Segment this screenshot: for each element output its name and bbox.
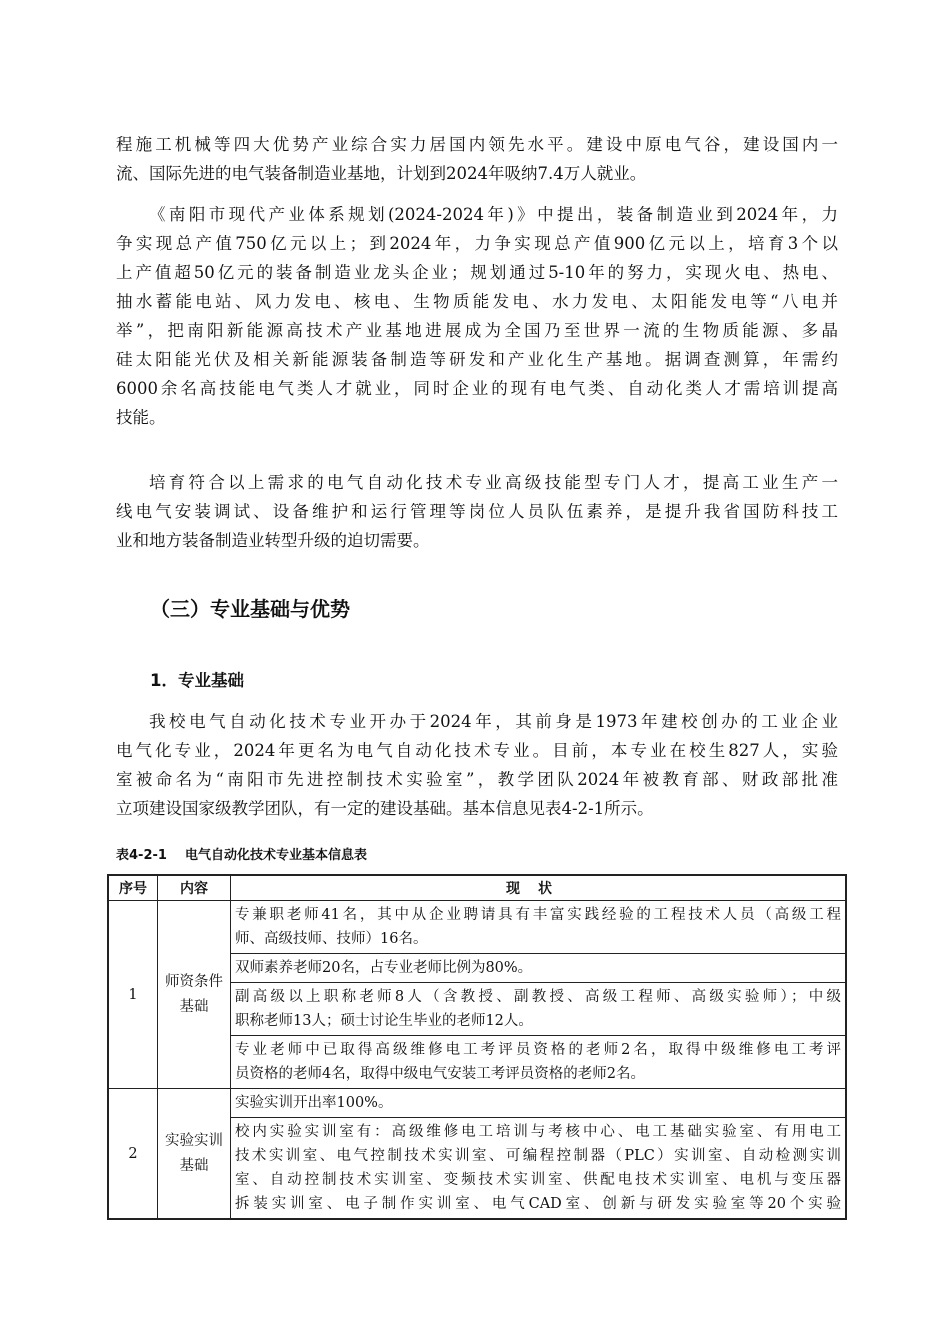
row-number: 2 — [108, 1089, 158, 1220]
text-line: 争实现总产值750亿元以上；到2024年，力争实现总产值900亿元以上，培育3个以 — [116, 234, 838, 253]
text-line: 师、高级技师、技师）16名。 — [235, 931, 428, 947]
paragraph-industry-strength — [116, 130, 838, 188]
subsection-heading: 1．专业基础 — [150, 671, 244, 690]
text-line: 室、自动控制技术实训室、变频技术实训室、供配电技术实训室、电机与变压器 — [235, 1172, 841, 1188]
text-line: 举”，把南阳新能源高技术产业基地进展成为全国乃至世界一流的生物质能源、多晶 — [116, 321, 838, 340]
text-line: 6000余名高技能电气类人才就业，同时企业的现有电气类、自动化类人才需培训提高 — [116, 379, 838, 398]
row-item — [231, 1089, 847, 1118]
table-header-row — [108, 875, 846, 901]
text-line: 实验实训开出率100%。 — [235, 1095, 393, 1111]
text-line: 技术实训室、电气控制技术实训室、可编程控制器（PLC）实训室、自动检测实训 — [235, 1148, 841, 1164]
table-title: 电气自动化技术专业基本信息表 — [184, 848, 367, 863]
text-line: 《南阳市现代产业体系规划(2024-2024年)》中提出，装备制造业到2024年，力 — [149, 205, 838, 224]
text-line: 校内实验实训室有：高级维修电工培训与考核中心、电工基础实验室、有用电工 — [235, 1124, 841, 1140]
text-line: 硅太阳能光伏及相关新能源装备制造等研发和产业化生产基地。据调查测算，年需约 — [116, 350, 838, 369]
row-category: 师资条件基础 — [158, 901, 231, 1089]
row-item — [231, 1118, 847, 1220]
header-no: 序号 — [108, 875, 158, 901]
text-line: 室被命名为“南阳市先进控制技术实验室”，教学团队2024年被教育部、财政部批准 — [116, 770, 838, 789]
text-line: 我校电气自动化技术专业开办于2024年，其前身是1973年建校创办的工业企业 — [149, 712, 838, 731]
paragraph-planning — [116, 200, 838, 432]
table-row — [108, 901, 846, 954]
text-line: 双师素养老师20名，占专业老师比例为80%。 — [235, 960, 533, 976]
row-item — [231, 1036, 847, 1089]
text-line: 员资格的老师4名，取得中级电气安装工考评员资格的老师2名。 — [235, 1066, 645, 1082]
text-line: 专兼职老师41名，其中从企业聘请具有丰富实践经验的工程技术人员（高级工程 — [235, 907, 841, 923]
text-line: 拆装实训室、电子制作实训室、电气CAD室、创新与研发实验室等20个实验 — [235, 1196, 841, 1212]
text-line: 上产值超50亿元的装备制造业龙头企业；规划通过5-10年的努力，实现火电、热电、 — [116, 263, 838, 282]
text-line: 专业老师中已取得高级维修电工考评员资格的老师2名，取得中级维修电工考评 — [235, 1042, 841, 1058]
row-number: 1 — [108, 901, 158, 1089]
text-line: 职称老师13人；硕士讨论生毕业的老师12人。 — [235, 1013, 533, 1029]
text-line: 程施工机械等四大优势产业综合实力居国内领先水平。建设中原电气谷，建设国内一 — [116, 135, 838, 154]
text-line: 电气化专业，2024年更名为电气自动化技术专业。目前，本专业在校生827人，实验 — [116, 741, 838, 760]
row-item — [231, 983, 847, 1036]
paragraph-talent-need — [116, 468, 838, 555]
text-line: 线电气安装调试、设备维护和运行管理等岗位人员队伍素养，是提升我省国防科技工 — [116, 502, 838, 521]
basic-info-table — [107, 874, 847, 1220]
header-content: 内容 — [158, 875, 231, 901]
section-heading: （三）专业基础与优势 — [150, 597, 350, 621]
text-line: 流、国际先进的电气装备制造业基地，计划到2024年吸纳7.4万人就业。 — [116, 164, 647, 183]
table-caption — [116, 844, 385, 863]
text-line: 业和地方装备制造业转型升级的迫切需要。 — [116, 531, 430, 550]
text-line: 培育符合以上需求的电气自动化技术专业高级技能型专门人才，提高工业生产一 — [149, 473, 838, 492]
row-item — [231, 901, 847, 954]
text-line: 副高级以上职称老师8人（含教授、副教授、高级工程师、高级实验师）；中级 — [235, 989, 841, 1005]
table-row — [108, 1089, 846, 1118]
header-status: 现状 — [231, 875, 847, 901]
text-line: 抽水蓄能电站、风力发电、核电、生物质能发电、水力发电、太阳能发电等“八电并 — [116, 292, 838, 311]
row-item — [231, 954, 847, 983]
text-line: 技能。 — [116, 408, 166, 427]
row-category: 实验实训基础 — [158, 1089, 231, 1220]
table-number: 表4-2-1 — [116, 848, 167, 863]
text-line: 立项建设国家级教学团队，有一定的建设基础。基本信息见表4-2-1所示。 — [116, 799, 654, 818]
paragraph-major-basis — [116, 707, 838, 823]
